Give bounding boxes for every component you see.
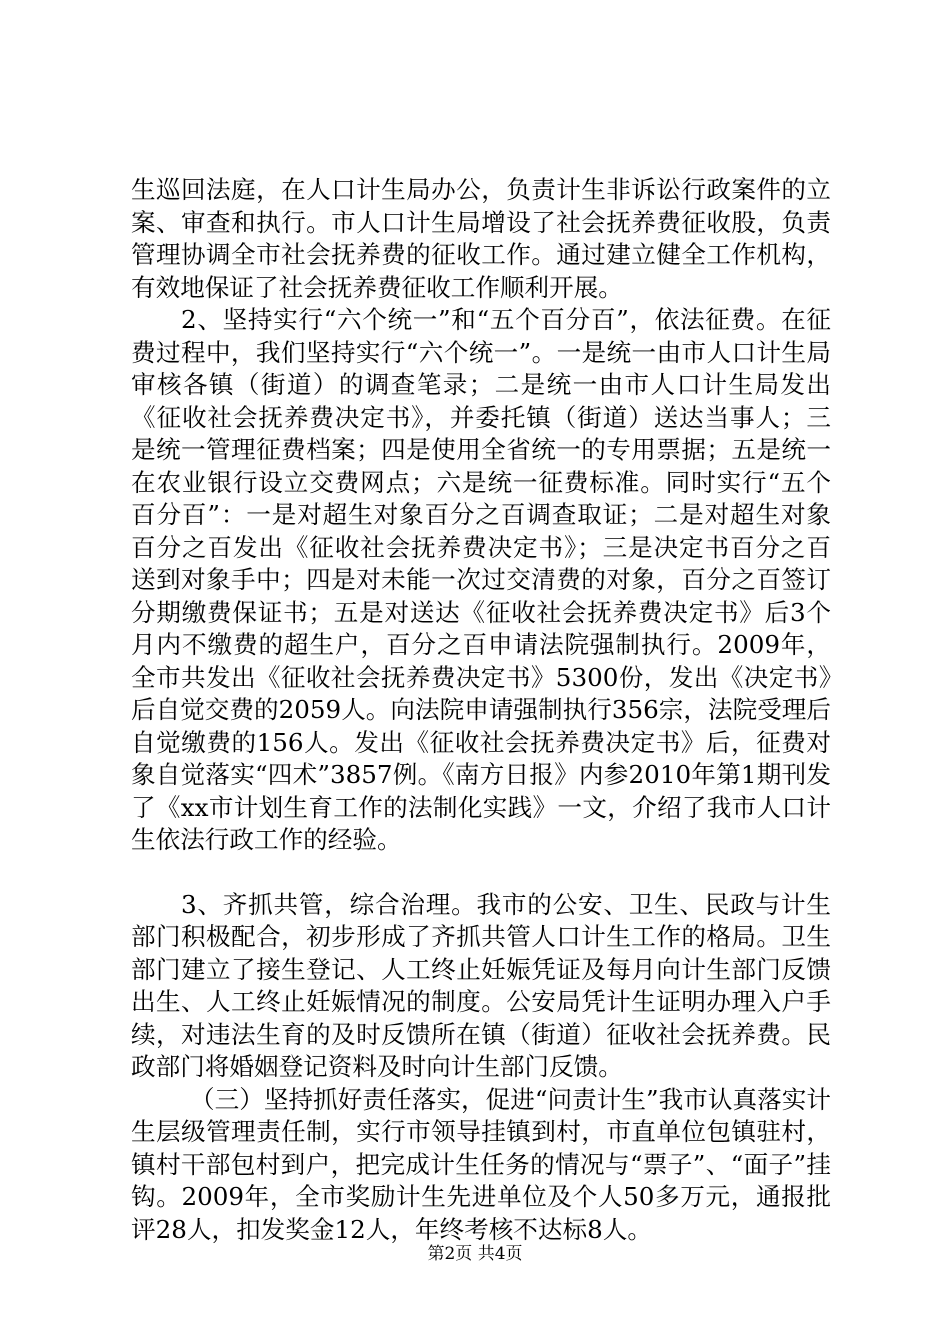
paragraph-joint-management: 3、齐抓共管，综合治理。我市的公安、卫生、民政与计生部门积极配合，初步形成了齐抓共管人口计生工作的格局。卫生部门建立了接生登记、人工终止妊娠凭证及每月向计生部门反馈出生、人工终止妊娠情况的制度。公安局凭计生证明办理入户手续，对违法生育的及时反馈所在镇（街道）征收社会抚养费。民政部门将婚姻登记资料及时向计生部门反馈。 [131, 889, 831, 1081]
document-body [131, 174, 831, 1246]
paragraph-fee-collection: 2、坚持实行“六个统一”和“五个百分百”，依法征费。在征费过程中，我们坚持实行“六个统一”。一是统一由市人口计生局审核各镇（街道）的调查笔录；二是统一由市人口计生局发出《征收社会抚养费决定书》，并委托镇（街道）送达当事人；三是统一管理征费档案；四是使用全省统一的专用票据；五是统一在农业银行设立交费网点；六是统一征费标准。同时实行“五个百分百”：一是对超生对象百分之百调查取证；二是对超生对象百分之百发出《征收社会抚养费决定书》；三是决定书百分之百送到对象手中；四是对未能一次过交清费的对象，百分之百签订分期缴费保证书；五是对送达《征收社会抚养费决定书》后3个月内不缴费的超生户，百分之百申请法院强制执行。2009年，全市共发出《征收社会抚养费决定书》5300份，发出《决定书》后自觉交费的2059人。向法院申请强制执行356宗，法院受理后自觉缴费的156人。发出《征收社会抚养费决定书》后，征费对象自觉落实“四术”3857例。《南方日报》内参2010年第1期刊发了《xx市计划生育工作的法制化实践》一文，介绍了我市人口计生依法行政工作的经验。 [131, 305, 831, 854]
paragraph-accountability: （三）坚持抓好责任落实，促进“问责计生”我市认真落实计生层级管理责任制，实行市领导挂镇到村，市直单位包镇驻村，镇村干部包村到户，把完成计生任务的情况与“票子”、“面子”挂钩。2009年，全市奖励计生先进单位及个人50多万元，通报批评28人，扣发奖金12人，年终考核不达标8人。 [131, 1084, 831, 1244]
page-number-footer: 第2页 共4页 [427, 1244, 523, 1264]
paragraph-legal-institution: 生巡回法庭，在人口计生局办公，负责计生非诉讼行政案件的立案、审查和执行。市人口计生局增设了社会抚养费征收股，负责管理协调全市社会抚养费的征收工作。通过建立健全工作机构，有效地保证了社会抚养费征收工作顺利开展。 [131, 175, 831, 302]
